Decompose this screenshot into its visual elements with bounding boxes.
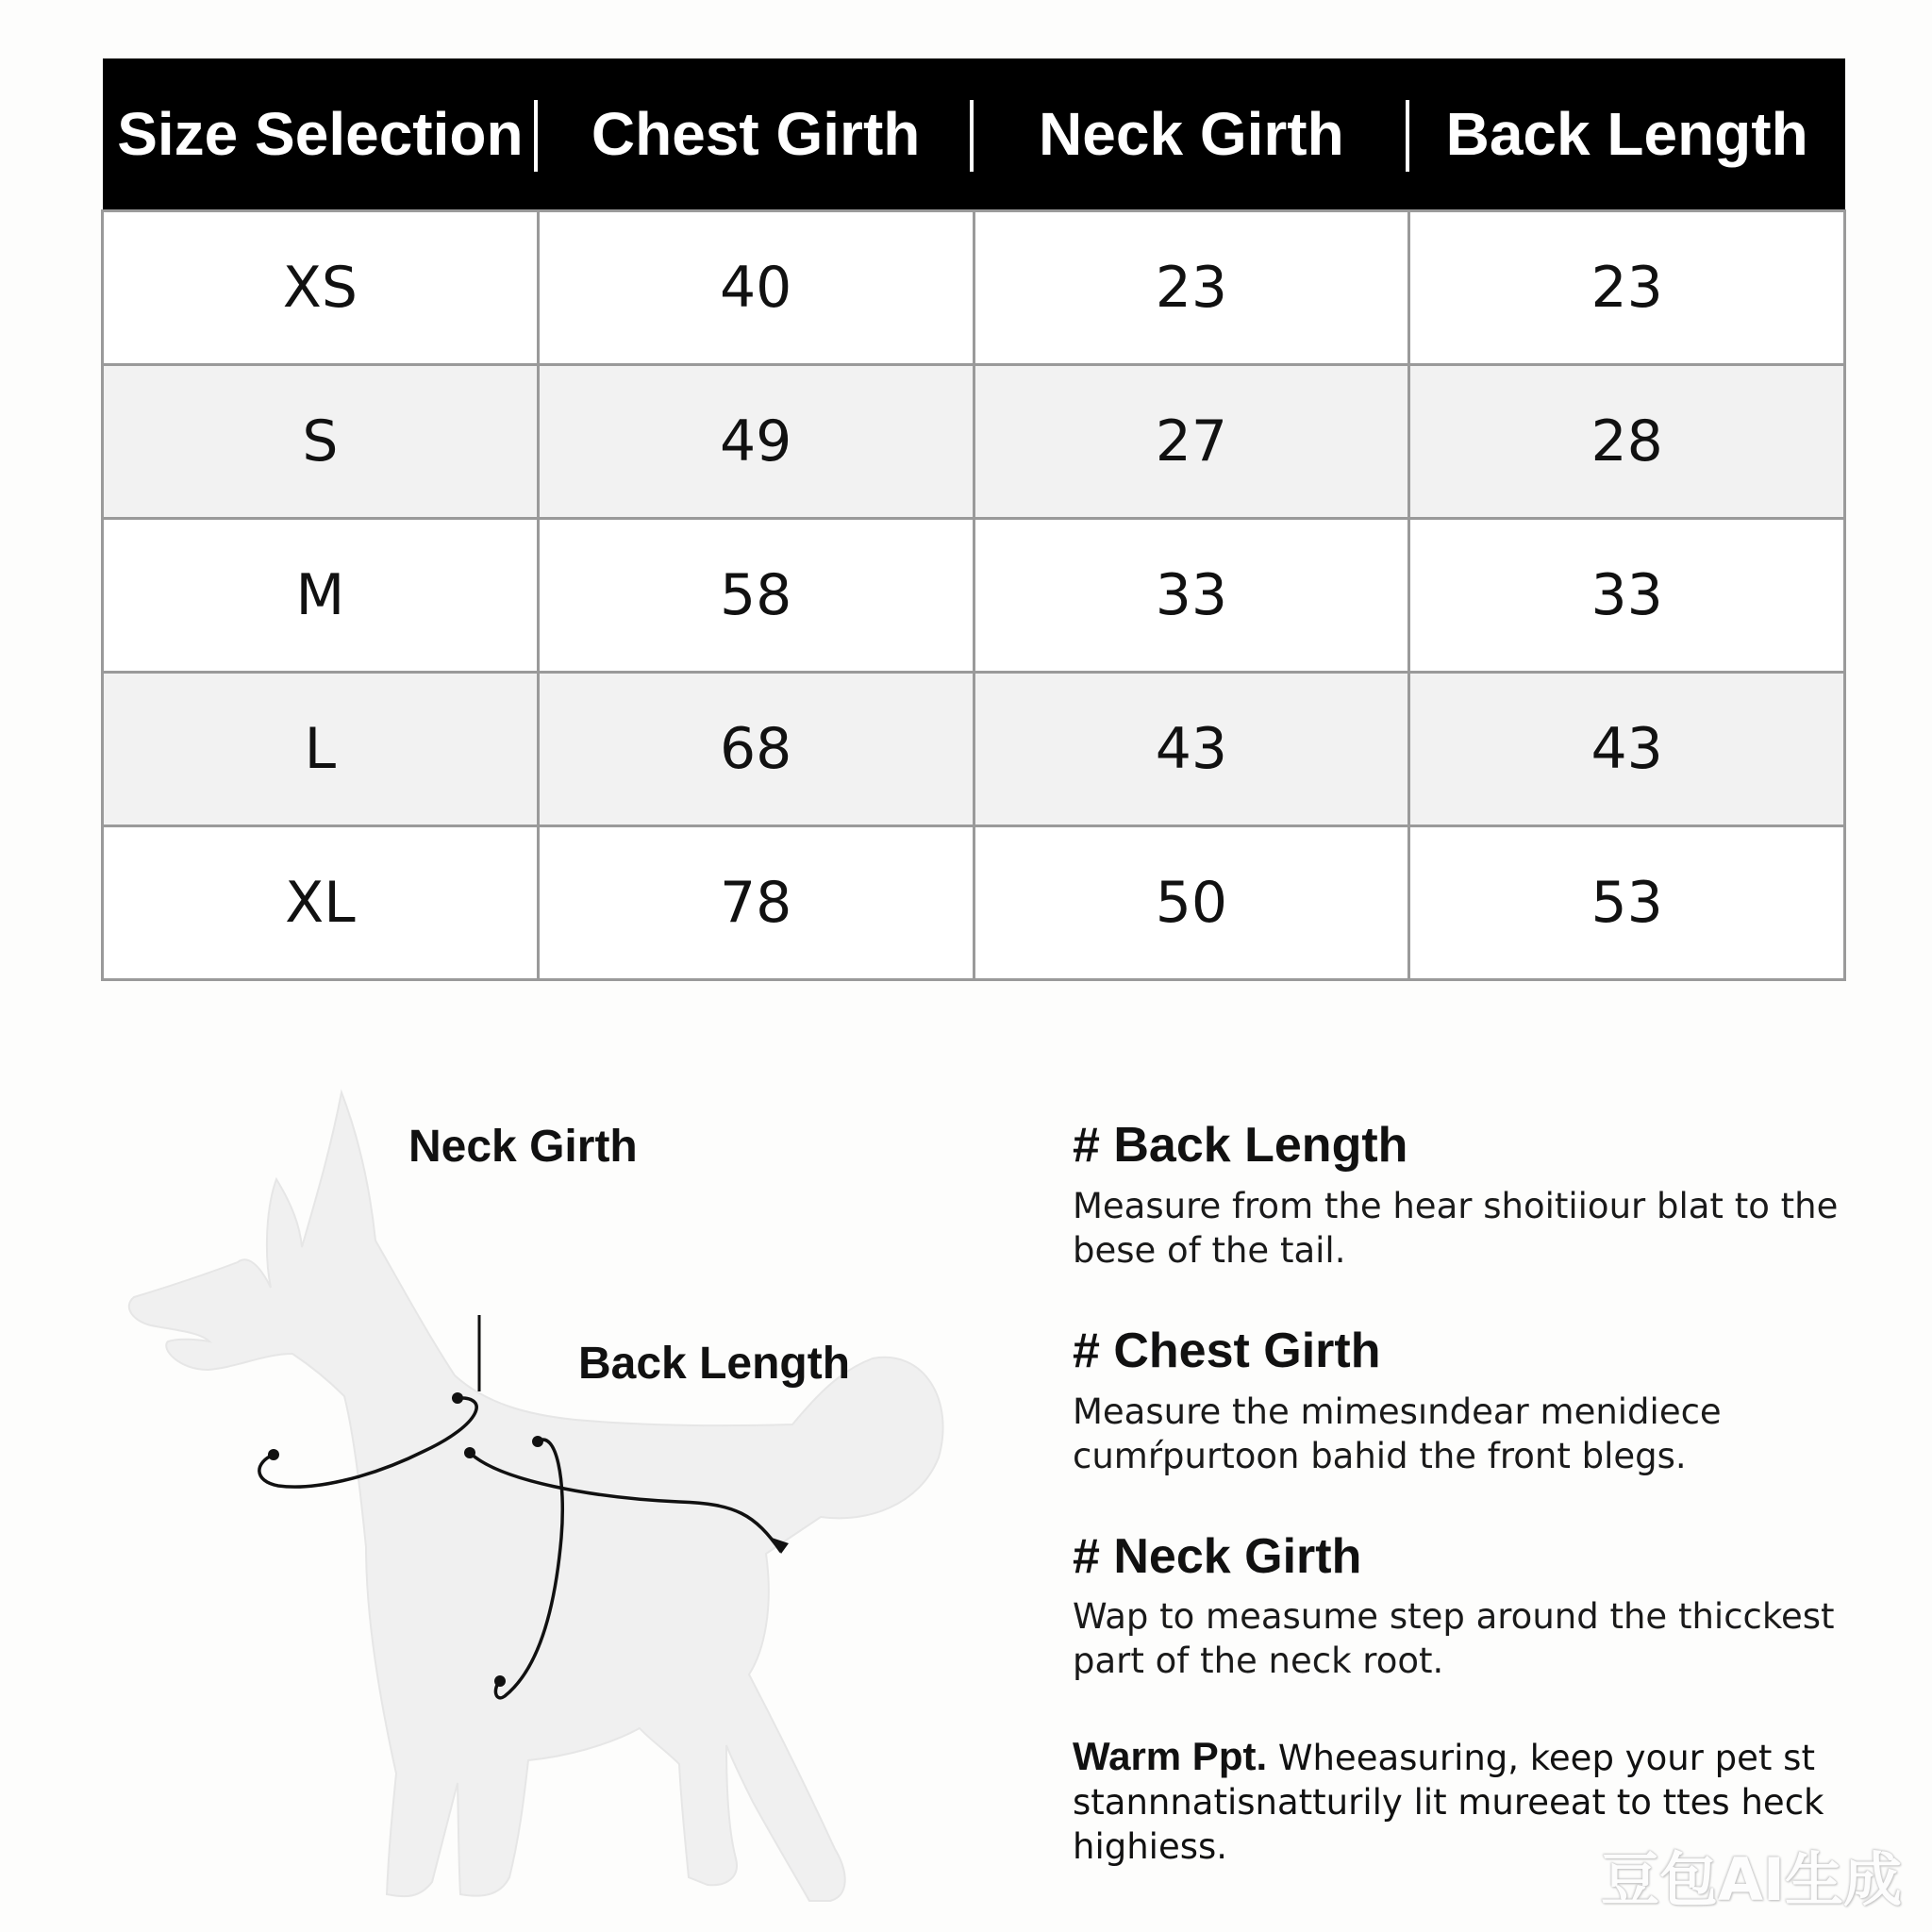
chest-girth-text: Measure the mimesındear menidiece cumŕpurtoon bahid the front blegs. bbox=[1073, 1391, 1722, 1476]
back-length-cell: 28 bbox=[1409, 365, 1845, 519]
neck-girth-instruction bbox=[1073, 1529, 1874, 1684]
table-row bbox=[103, 673, 1845, 826]
back-length-cell: 53 bbox=[1409, 826, 1845, 980]
table-row bbox=[103, 211, 1845, 365]
chest-girth-cell: 49 bbox=[538, 365, 974, 519]
header-chest-girth: Chest Girth bbox=[538, 58, 974, 211]
warm-tip-text: Wheeasuring, keep your pet st stannnatisnatturily lit mureeat to ttes heck highiess. bbox=[1073, 1738, 1824, 1868]
neck-girth-label: Neck Girth bbox=[408, 1122, 638, 1172]
size-cell: L bbox=[103, 673, 539, 826]
size-cell: S bbox=[103, 365, 539, 519]
size-cell: M bbox=[103, 519, 539, 673]
ai-generated-watermark: 豆包AI生成 bbox=[1600, 1845, 1902, 1914]
measurement-instructions bbox=[1073, 1118, 1874, 1920]
chest-girth-cell: 68 bbox=[538, 673, 974, 826]
back-length-instruction bbox=[1073, 1118, 1874, 1273]
neck-girth-cell: 43 bbox=[974, 673, 1409, 826]
back-length-text: Measure from the hear shoitiiour blat to the bese of the tail. bbox=[1073, 1185, 1839, 1271]
table-row bbox=[103, 826, 1845, 980]
size-chart-table bbox=[101, 58, 1846, 981]
table-row bbox=[103, 365, 1845, 519]
chest-girth-instruction bbox=[1073, 1324, 1874, 1478]
header-back-length: Back Length bbox=[1409, 58, 1845, 211]
neck-girth-cell: 23 bbox=[974, 211, 1409, 365]
size-cell: XS bbox=[103, 211, 539, 365]
neck-girth-cell: 27 bbox=[974, 365, 1409, 519]
chest-girth-cell: 58 bbox=[538, 519, 974, 673]
neck-girth-cell: 50 bbox=[974, 826, 1409, 980]
dog-silhouette-icon bbox=[123, 1085, 972, 1915]
neck-girth-text: Wap to measume step around the thicckest part of the neck root. bbox=[1073, 1596, 1835, 1682]
back-length-heading: # Back Length bbox=[1073, 1118, 1408, 1173]
table-row bbox=[103, 519, 1845, 673]
neck-girth-heading: # Neck Girth bbox=[1073, 1528, 1362, 1584]
size-cell: XL bbox=[103, 826, 539, 980]
header-neck-girth: Neck Girth bbox=[974, 58, 1409, 211]
warm-tip-label: Warm Ppt. bbox=[1073, 1734, 1268, 1779]
back-length-cell: 23 bbox=[1409, 211, 1845, 365]
header-size-selection: Size Selection bbox=[103, 58, 539, 211]
back-length-cell: 33 bbox=[1409, 519, 1845, 673]
back-length-cell: 43 bbox=[1409, 673, 1845, 826]
neck-girth-cell: 33 bbox=[974, 519, 1409, 673]
table-header-row bbox=[103, 58, 1845, 211]
back-length-label: Back Length bbox=[578, 1339, 851, 1389]
dog-measurement-diagram bbox=[123, 1085, 972, 1915]
chest-girth-cell: 78 bbox=[538, 826, 974, 980]
chest-girth-cell: 40 bbox=[538, 211, 974, 365]
chest-girth-heading: # Chest Girth bbox=[1073, 1323, 1381, 1378]
